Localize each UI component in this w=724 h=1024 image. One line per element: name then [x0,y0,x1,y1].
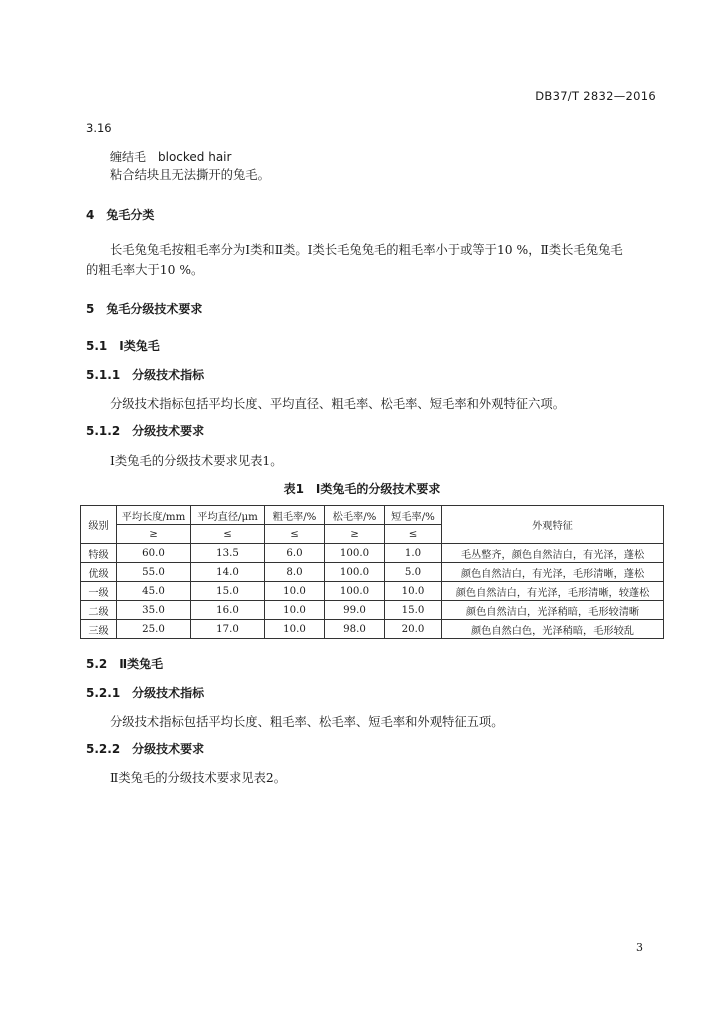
table-cell: 10.0 [265,582,325,601]
table-caption: 表1 Ⅰ类兔毛的分级技术要求 [283,482,441,496]
table-row [81,563,664,582]
table-row [81,544,664,563]
table-cell: 6.0 [265,544,325,563]
paragraph-5-2-1: 分级技术指标包括平均长度、粗毛率、松毛率、短毛率和外观特征五项。 [110,715,504,729]
table-cell: 优级 [81,563,117,582]
table-cell: 20.0 [385,620,442,639]
table-cell: 13.5 [191,544,265,563]
table-cell: 10.0 [265,601,325,620]
table-cell: 毛丛整齐，颜色自然洁白，有光泽，蓬松 [442,544,664,563]
table-header-cell: 平均直径/μm [191,506,265,525]
table-header-cell: 平均长度/mm [117,506,191,525]
table-cell: 45.0 [117,582,191,601]
section-heading-5-2-2: 5.2.2 分级技术要求 [86,742,205,756]
table-subheader-cell: ≥ [117,525,191,544]
table-cell: 100.0 [325,582,385,601]
table-cell: 14.0 [191,563,265,582]
table-cell: 1.0 [385,544,442,563]
table-cell: 100.0 [325,544,385,563]
table-cell: 颜色自然洁白，有光泽，毛形清晰，较蓬松 [442,582,664,601]
table-cell: 10.0 [385,582,442,601]
grading-table [80,505,664,639]
section-heading-5-2-1: 5.2.1 分级技术指标 [86,686,205,700]
page-number: 3 [636,941,643,954]
table-cell: 颜色自然洁白，光泽稍暗，毛形较清晰 [442,601,664,620]
table-cell: 颜色自然白色，光泽稍暗，毛形较乱 [442,620,664,639]
paragraph-5-1-2: Ⅰ类兔毛的分级技术要求见表1。 [110,454,283,468]
table-cell: 60.0 [117,544,191,563]
table-cell: 35.0 [117,601,191,620]
table-header-cell: 粗毛率/% [265,506,325,525]
section-heading-5-2: 5.2 Ⅱ类兔毛 [86,657,164,671]
table-subheader-cell: ≥ [325,525,385,544]
section-heading-5-1: 5.1 Ⅰ类兔毛 [86,339,160,353]
table-cell: 特级 [81,544,117,563]
table-cell: 98.0 [325,620,385,639]
table-row [81,620,664,639]
term-definition: 粘合结块且无法撕开的兔毛。 [110,168,270,182]
table-subheader-cell: ≤ [265,525,325,544]
table-row [81,601,664,620]
table-header-cell: 短毛率/% [385,506,442,525]
table-cell: 25.0 [117,620,191,639]
classification-paragraph-line2: 的粗毛率大于10 %。 [86,263,204,277]
table-cell: 5.0 [385,563,442,582]
paragraph-5-2-2: Ⅱ类兔毛的分级技术要求见表2。 [110,771,287,785]
table-subheader-cell: ≤ [385,525,442,544]
table-cell: 15.0 [191,582,265,601]
table-cell: 99.0 [325,601,385,620]
table-cell: 55.0 [117,563,191,582]
standard-code: DB37/T 2832—2016 [535,89,656,103]
table-header-cell: 级别 [81,506,117,544]
section-heading-4: 4 兔毛分类 [86,208,155,222]
table-cell: 8.0 [265,563,325,582]
table-cell: 三级 [81,620,117,639]
table-cell: 一级 [81,582,117,601]
table-row [81,582,664,601]
paragraph-5-1-1: 分级技术指标包括平均长度、平均直径、粗毛率、松毛率、短毛率和外观特征六项。 [110,397,565,411]
section-heading-5: 5 兔毛分级技术要求 [86,302,203,316]
table-cell: 二级 [81,601,117,620]
table-cell: 颜色自然洁白，有光泽，毛形清晰，蓬松 [442,563,664,582]
table-cell: 17.0 [191,620,265,639]
section-heading-5-1-1: 5.1.1 分级技术指标 [86,368,205,382]
table-cell: 16.0 [191,601,265,620]
table-cell: 10.0 [265,620,325,639]
clause-number-3-16: 3.16 [86,121,112,135]
table-cell: 15.0 [385,601,442,620]
table-header-cell: 外观特征 [442,506,664,544]
table-cell: 100.0 [325,563,385,582]
classification-paragraph-line1: 长毛兔兔毛按粗毛率分为Ⅰ类和Ⅱ类。Ⅰ类长毛兔兔毛的粗毛率小于或等于10 %，Ⅱ类长毛兔兔毛 [110,243,623,257]
section-heading-5-1-2: 5.1.2 分级技术要求 [86,424,205,438]
term-blocked-hair: 缠结毛 blocked hair [110,150,232,164]
table-subheader-cell: ≤ [191,525,265,544]
table-header-cell: 松毛率/% [325,506,385,525]
